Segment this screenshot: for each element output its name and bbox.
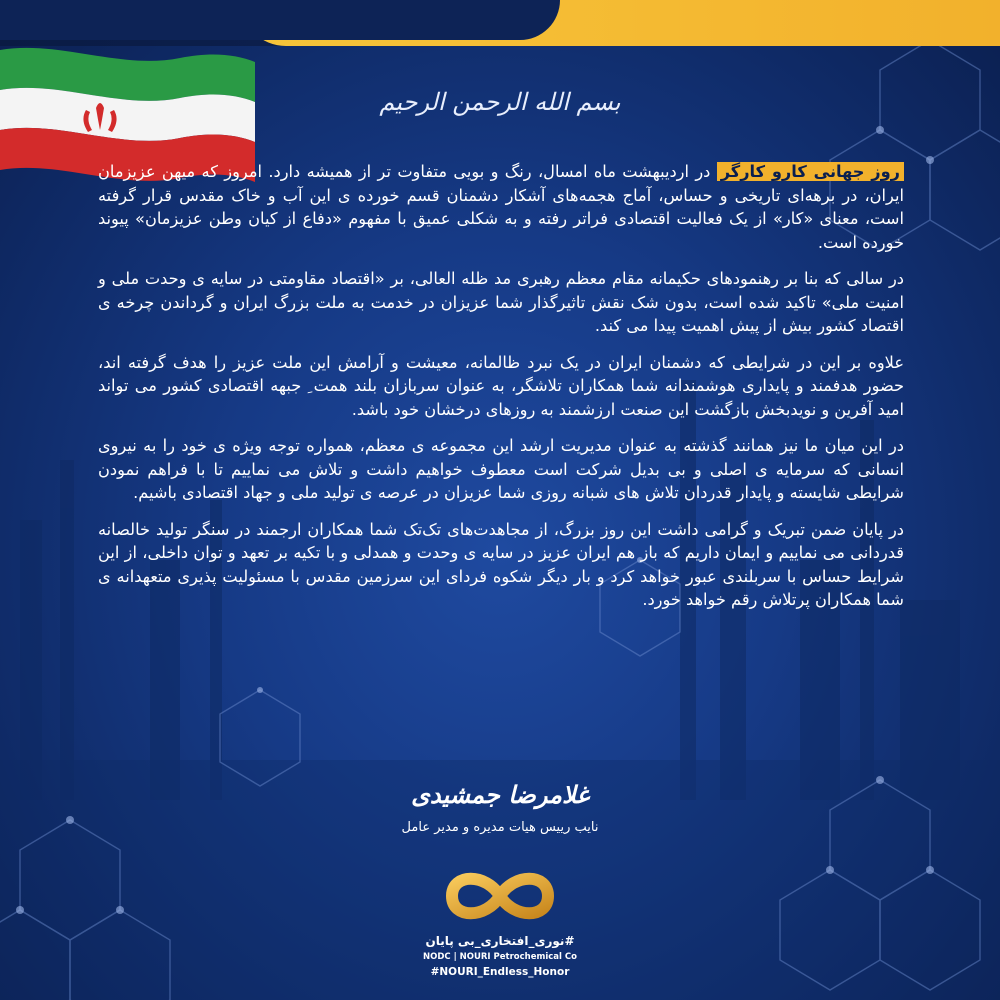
paragraph-2: در سالی که بنا بر رهنمودهای حکیمانه مقام معظم رهبری مد ظله العالی، بر «اقتصاد مقاومتی در سایه ی وحدت ملی و امنیت ملی» تاکید شده است، بدون شک نقش تاثیرگذار شما عزیزان در خدمت به ملت بزرگ ایران و گرداندن چرخه ی اقتصاد کشور بیش از پیش اهمیت پیدا می کند. bbox=[98, 269, 904, 335]
logo-hashtag-persian: #نوری_افتخاری_بی پایان bbox=[425, 934, 575, 948]
highlighted-title: روز جهانی کارو کارگر bbox=[717, 162, 904, 181]
infinity-logo-icon bbox=[440, 865, 560, 927]
paragraph-1 bbox=[98, 160, 904, 254]
signer-title: نایب رییس هیات مدیره و مدیر عامل bbox=[401, 820, 599, 835]
paragraph-1-text: در اردیبهشت ماه امسال، رنگ و بویی متفاوت تر از همیشه دارد. امروز که میهن عزیزمان ایران، در برهه‌ای تاریخی و حساس، آماج هجمه‌های آشکار دشمنان قسم خورده ی این آب و خاک مقدس قرار گرفته است، معنای «کار» از یک فعالیت اقتصادی فراتر رفته و به شکلی عمیق با مفهوم «دفاع از کیان وطن عزیزمان» پیوند خورده است. bbox=[98, 162, 904, 252]
top-banner-dark-tab bbox=[0, 0, 560, 40]
bismillah-calligraphy: بسم الله الرحمن الرحیم bbox=[379, 88, 621, 116]
logo-hashtag-english: #NOURI_Endless_Honor bbox=[430, 966, 570, 978]
letter-body bbox=[98, 160, 904, 625]
signature: غلامرضا جمشیدی bbox=[411, 780, 589, 809]
paragraph-4: در این میان ما نیز همانند گذشته به عنوان مدیریت ارشد این مجموعه ی معظم، همواره توجه ویژه ی خود را به نیروی انسانی که سرمایه ی اصلی و بی بدیل شرکت است معطوف خواهیم داشت و تلاش می نماییم تا با فراهم نمودن شرایطی شایسته و پایدار قدردان تلاش های شبانه روزی شما عزیزان در عرصه ی تولید ملی و جهاد اقتصادی باشیم. bbox=[98, 436, 904, 502]
paragraph-5: در پایان ضمن تبریک و گرامی داشت این روز بزرگ، از مجاهدت‌های تک‌تک شما همکاران ارجمند در سنگر تولید خالصانه قدردانی می نماییم و ایمان داریم که باز هم ایران عزیز در سایه ی وحدت و همدلی و با تکیه بر تعهد و توان داخلی، از این شرایط حساس با سربلندی عبور خواهد کرد و بار دیگر شکوه فردای این سرزمین مقدس با مسئولیت پذیری متعهدانه ی شما همکاران پرتلاش رقم خواهد خورد. bbox=[98, 519, 904, 609]
paragraph-3: علاوه بر این در شرایطی که دشمنان ایران در یک نبرد ظالمانه، معیشت و آرامش این ملت عزیز را هدف گرفته اند، حضور هدفمند و پایداری هوشمندانه شما همکاران تلاشگر، به عنوان سربازان بلند همت ِ جبهه اقتصادی کشور می تواند امید آفرین و نویدبخش بازگشت این صنعت ارزشمند به روزهای درخشان خود باشد. bbox=[98, 352, 904, 419]
logo-company-name: NODC | NOURI Petrochemical Co bbox=[422, 952, 577, 962]
